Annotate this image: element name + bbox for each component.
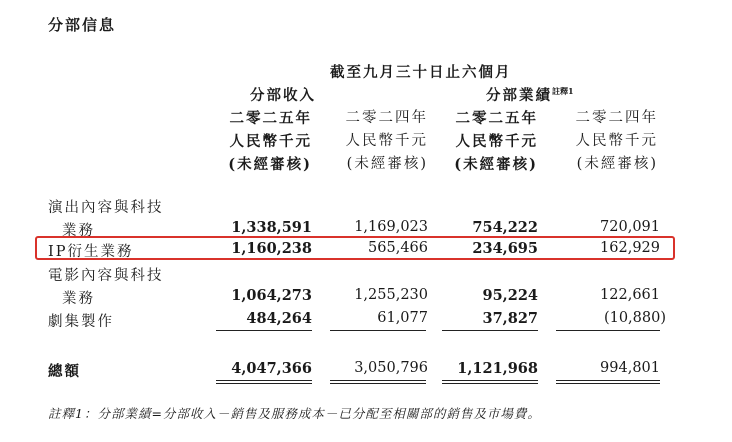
subtotal-rule [216,330,312,331]
total-double-rule [330,380,426,381]
row-label-line1: 劇集製作 [48,314,114,330]
cell-value: 484,264 [246,310,312,327]
section-title: 分部信息 [48,16,117,34]
col-header-revenue-2025 [190,107,312,176]
subtotal-rule [330,330,426,331]
subtotal-rule [442,330,538,331]
cell-value: 1,064,273 [231,287,312,304]
col-status: (未經審核) [228,156,312,173]
col-header-results-2024 [536,107,658,176]
total-value: 4,047,366 [231,360,312,377]
cell-value: 162,929 [600,240,660,256]
total-double-rule [556,383,660,384]
col-header-results-2025 [416,107,538,176]
row-label-line1: IP衍生業務 [48,244,134,260]
total-label: 總額 [48,363,81,380]
cell-value: 1,169,023 [354,219,428,235]
col-status: (未經審核) [576,156,658,172]
col-year: 二零二四年 [345,110,428,126]
total-value: 3,050,796 [354,360,428,376]
total-double-rule [556,380,660,381]
cell-value: 95,224 [482,287,538,304]
cell-value: 1,255,230 [354,287,428,303]
cell-value: 234,695 [472,240,538,257]
footnote: 註釋1：分部業績=分部收入－銷售及服務成本－已分配至相關部的銷售及市場費。 [48,406,541,421]
total-double-rule [442,380,538,381]
cell-value: 37,827 [482,310,538,327]
cell-value: 754,222 [472,219,538,236]
col-unit: 人民幣千元 [575,133,658,149]
col-unit: 人民幣千元 [455,133,538,150]
total-double-rule [216,380,312,381]
col-status: (未經審核) [454,156,538,173]
results-note-mark: 註釋1 [552,86,574,97]
total-double-rule [330,383,426,384]
cell-value: 565,466 [368,240,428,256]
period-header: 截至九月三十日止六個月 [330,64,512,81]
results-group-header [486,84,574,105]
row-label-line2: 業務 [62,223,95,239]
cell-value: 1,338,591 [231,219,312,236]
cell-value: 720,091 [600,219,660,235]
col-unit: 人民幣千元 [229,133,312,150]
col-unit: 人民幣千元 [345,133,428,149]
revenue-group-header: 分部收入 [250,87,316,104]
col-status: (未經審核) [346,156,428,172]
total-double-rule [442,383,538,384]
row-label-line1: 電影內容與科技 [48,268,164,284]
total-double-rule [216,383,312,384]
col-year: 二零二五年 [455,110,538,127]
cell-value: 1,160,238 [231,240,312,257]
cell-value: 122,661 [600,287,660,303]
row-label-line1: 演出內容與科技 [48,200,164,216]
subtotal-rule [556,330,660,331]
row-label-line2: 業務 [62,291,95,307]
cell-value: 61,077 [377,310,428,326]
total-value: 1,121,968 [457,360,538,377]
col-header-revenue-2024 [306,107,428,176]
col-year: 二零二五年 [229,110,312,127]
cell-value: (10,880) [603,310,666,326]
total-value: 994,801 [600,360,660,376]
results-group-label: 分部業績 [486,87,552,104]
col-year: 二零二四年 [575,110,658,126]
